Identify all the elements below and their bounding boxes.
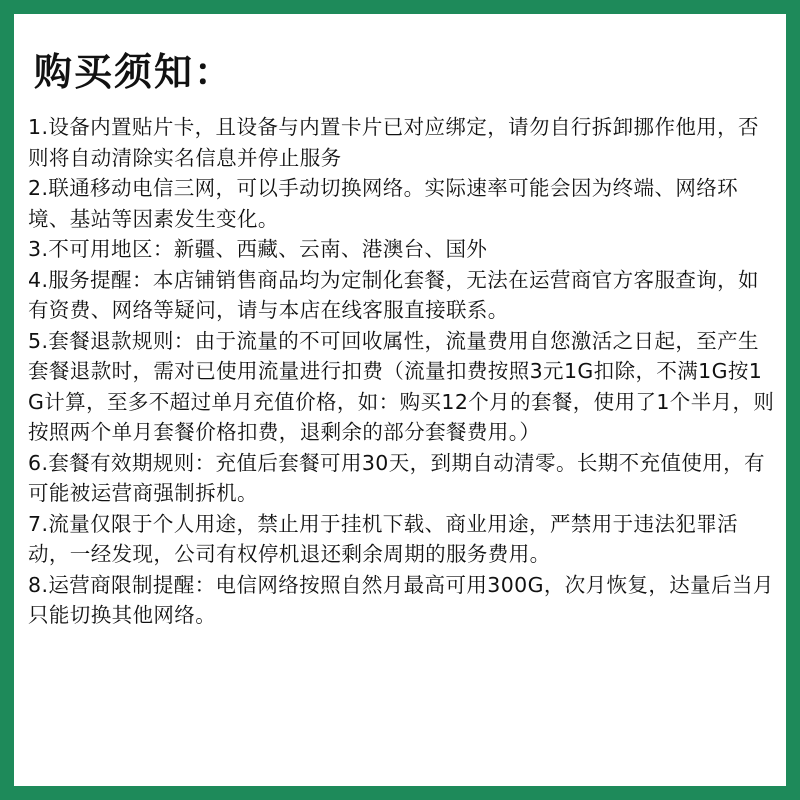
notice-item-3: 3.不可用地区：新疆、西藏、云南、港澳台、国外: [28, 237, 488, 261]
notice-item-5: 5.套餐退款规则：由于流量的不可回收属性，流量费用自您激活之日起，至产生套餐退款时，需对已使用流量进行扣费（流量扣费按照3元1G扣除，不满1G按1G计算，至多不超过单月充值价格，如：购买12个月的套餐，使用了1个半月，则按照两个单月套餐价格扣费，退剩余的部分套餐费用。）: [28, 328, 775, 444]
notice-item-8: 8.运营商限制提醒：电信网络按照自然月最高可用300G，次月恢复，达量后当月只能切换其他网络。: [28, 572, 774, 627]
notice-item-1: 1.设备内置贴片卡，且设备与内置卡片已对应绑定，请勿自行拆卸挪作他用，否则将自动清除实名信息并停止服务: [28, 115, 759, 170]
notice-list: [28, 112, 776, 631]
notice-item-2: 2.联通移动电信三网，可以手动切换网络。实际速率可能会因为终端、网络环境、基站等因素发生变化。: [28, 176, 739, 231]
notice-item-4: 4.服务提醒：本店铺销售商品均为定制化套餐，无法在运营商官方客服查询，如有资费、网络等疑问，请与本店在线客服直接联系。: [28, 267, 759, 322]
notice-card: [14, 14, 786, 786]
notice-item-6: 6.套餐有效期规则：充值后套餐可用30天，到期自动清零。长期不充值使用，有可能被运营商强制拆机。: [28, 450, 765, 505]
page-title: 购买须知：: [34, 50, 235, 94]
notice-item-7: 7.流量仅限于个人用途，禁止用于挂机下载、商业用途，严禁用于违法犯罪活动，一经发现，公司有权停机退还剩余周期的服务费用。: [28, 511, 739, 566]
